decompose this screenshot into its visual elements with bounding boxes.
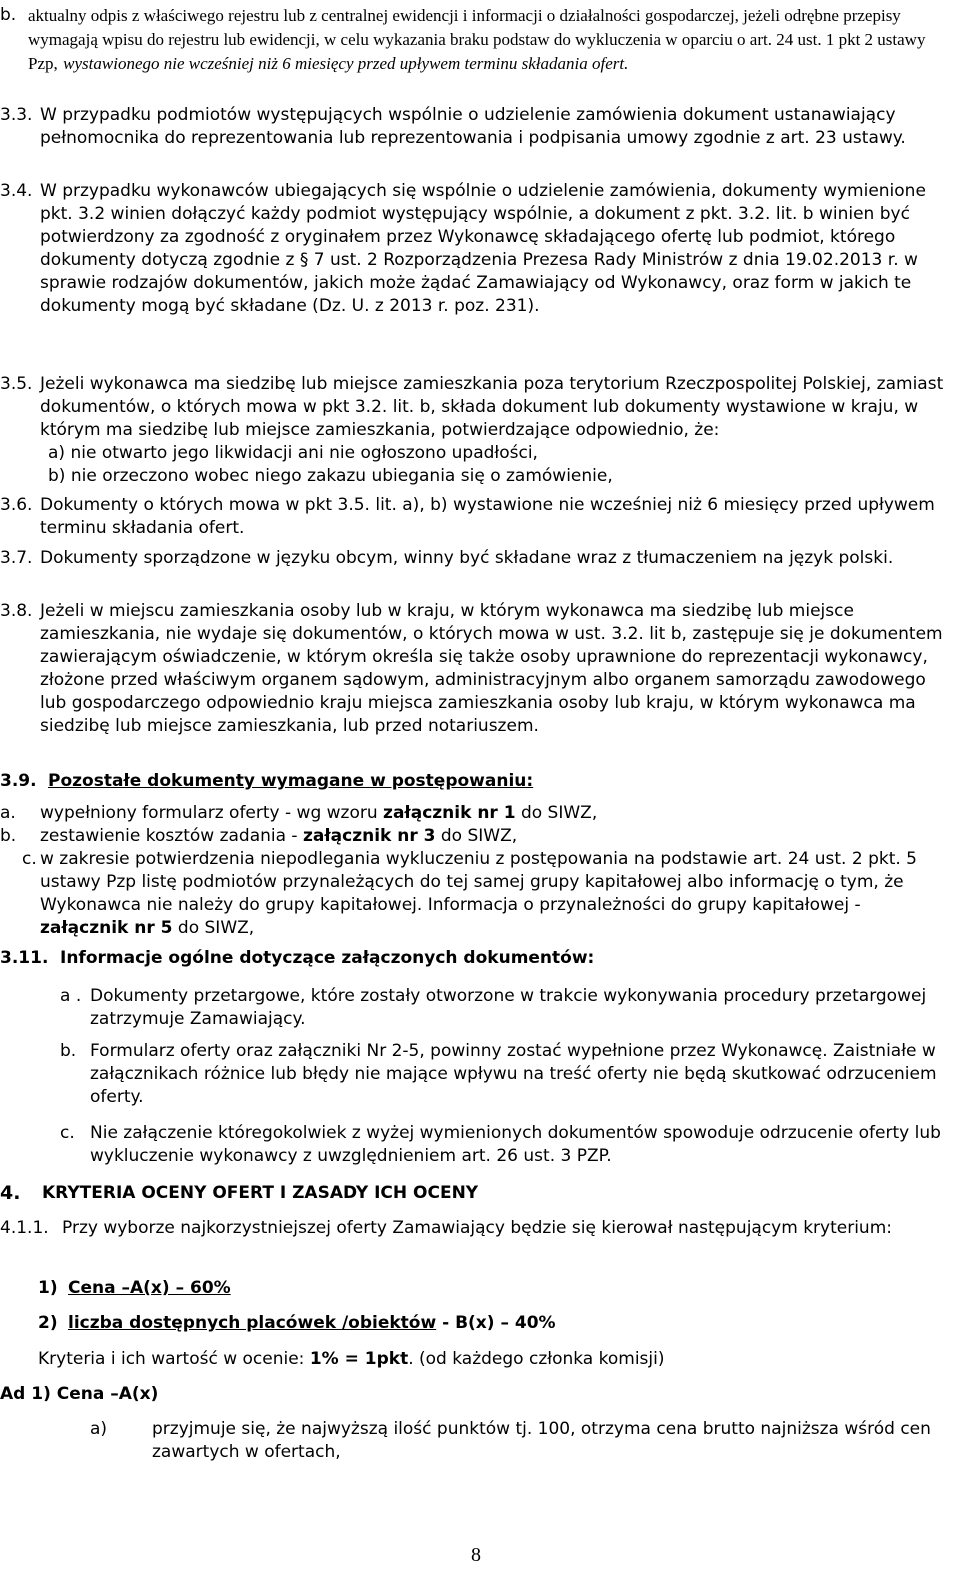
paragraph-3-9 [0, 770, 952, 793]
criterion-text: Cena –A(x) – 60% [68, 1278, 231, 1298]
section-number: 3.4. [0, 181, 33, 201]
section-number: 3.5. [0, 374, 33, 394]
paragraph-3-6 [0, 494, 952, 540]
item-label: a . [60, 986, 82, 1006]
paragraph-text: W przypadku wykonawców ubiegających się wspólnie o udzielenie zamówienia, dokumenty wymienione pkt. 3.2 winien dołączyć każdy podmiot występujący wspólnie, a dokument z pkt. 3.2. lit. b winien być potwierdzony za zgodność z oryginałem przez Wykonawcę składającego ofertę lub podmiot, którego dokumenty dotyczą zgodnie z § 7 ust. 2 Rozporządzenia Prezesa Rady Ministrów z dnia 19.02.2013 r. w sprawie rodzajów dokumentów, jakich może żądać Zamawiający od Wykonawcy, oraz form w jakich te dokumenty mogą być składane (Dz. U. z 2013 r. poz. 231). [40, 181, 926, 316]
item-label: a) [90, 1419, 108, 1439]
paragraph-3-3 [0, 104, 952, 150]
ad1-item-a [0, 1418, 952, 1464]
item-text-end: do SIWZ, [515, 803, 598, 823]
note-text-end: . (od każdego członka komisji) [408, 1349, 665, 1369]
section-number: 3.8. [0, 601, 33, 621]
criterion-number: 2) [38, 1313, 58, 1333]
paragraph-text: W przypadku podmiotów występujących wspólnie o udzielenie zamówienia dokument ustanawiający pełnomocnika do reprezentowania lub reprezentowania i podpisania umowy zgodnie z art. 23 ustawy. [40, 105, 906, 148]
note-bold: 1% = 1pkt [309, 1349, 409, 1369]
criterion-text: liczba dostępnych placówek /obiektów [68, 1313, 437, 1333]
paragraph-text: Jeżeli wykonawca ma siedzibę lub miejsce zamieszkania poza terytorium Rzeczpospolitej Polskiej, zamiast dokumentów, o których mowa w pkt 3.2. lit. b, składa dokument lub dokumenty wystawione w kraju, w którym ma siedzibę lub miejsce zamieszkania, potwierdzające odpowiednio, że: [40, 374, 944, 440]
paragraph-text: Dokumenty o których mowa w pkt 3.5. lit. a), b) wystawione nie wcześniej niż 6 miesięcy przed upływem terminu składania ofert. [40, 495, 935, 538]
paragraph-text: Jeżeli w miejscu zamieszkania osoby lub w kraju, w którym wykonawca ma siedzibę lub miejsce zamieszkania, nie wydaje się dokumentów, o których mowa w ust. 3.2. lit b, zastępuje się je dokumentem zawierającym oświadczenie, w którym określa się także osoby uprawnione do reprezentacji wykonawcy, złożone przed właściwym organem sądowym, administracyjnym albo organem samorządu zawodowego lub gospodarczego odpowiednio kraju miejsca zamieszkania osoby lub kraju, w którym wykonawca ma siedzibę lub miejsce zamieszkania, lub przed notariuszem. [40, 601, 943, 736]
list-item-b [0, 825, 952, 848]
criterion-weight: - B(x) – 40% [436, 1313, 556, 1333]
paragraph-text: Przy wyborze najkorzystniejszej oferty Zamawiający będzie się kierował następującym kryterium: [62, 1218, 892, 1238]
criterion-number: 1) [38, 1278, 58, 1298]
section-heading: Informacje ogólne dotyczące załączonych dokumentów: [60, 948, 595, 968]
item-label: b. [60, 1041, 77, 1061]
list-item-c [0, 1122, 952, 1168]
section-heading: Pozostałe dokumenty wymagane w postępowaniu: [48, 771, 534, 791]
paragraph-3-11 [0, 947, 952, 970]
paragraph-4-1-1 [0, 1217, 952, 1240]
item-bold: załącznik nr 3 [302, 826, 436, 846]
item-label: c. [22, 849, 37, 869]
list-item-a [0, 985, 952, 1031]
section-number: 3.3. [0, 105, 33, 125]
paragraph-b [0, 4, 952, 76]
paragraph-text: Dokumenty sporządzone w języku obcym, winny być składane wraz z tłumaczeniem na język polski. [40, 548, 894, 568]
section-number: 4. [0, 1182, 21, 1204]
section-number: 3.9. [0, 771, 37, 791]
note-text: Kryteria i ich wartość w ocenie: [38, 1349, 310, 1369]
section-number: 4.1.1. [0, 1218, 49, 1238]
item-text-end: do SIWZ, [172, 918, 255, 938]
item-text: zestawienie kosztów zadania - [40, 826, 303, 846]
section-4 [0, 1182, 952, 1205]
list-item-c [0, 848, 952, 940]
item-text: przyjmuje się, że najwyższą ilość punktów tj. 100, otrzyma cena brutto najniższa wśród cen zawartych w ofertach, [152, 1419, 931, 1462]
item-text: Dokumenty przetargowe, które zostały otworzone w trakcie wykonywania procedury przetargowej zatrzymuje Zamawiający. [90, 986, 927, 1029]
sub-item-a: a) nie otwarto jego likwidacji ani nie ogłoszono upadłości, [48, 443, 538, 463]
item-text: w zakresie potwierdzenia niepodlegania wykluczeniu z postępowania na podstawie art. 24 ust. 2 pkt. 5 ustawy Pzp listę podmiotów przynależących do tej samej grupy kapitałowej albo informację o tym, że Wykonawca nie należy do grupy kapitałowej. Informacja o przynależności do grupy kapitałowej - [40, 849, 918, 915]
criterion-2 [0, 1312, 952, 1335]
criterion-1 [0, 1277, 952, 1300]
sub-item-b: b) nie orzeczono wobec niego zakazu ubiegania się o zamówienie, [48, 466, 613, 486]
list-item-b [0, 1040, 952, 1109]
item-bold: załącznik nr 5 [40, 918, 173, 938]
item-bold: załącznik nr 1 [383, 803, 516, 823]
section-heading: KRYTERIA OCENY OFERT I ZASADY ICH OCENY [42, 1183, 479, 1203]
paragraph-3-8 [0, 600, 952, 738]
item-label: b. [0, 826, 17, 846]
page-number: 8 [471, 1544, 481, 1566]
paragraph-italic-text: wystawionego nie wcześniej niż 6 miesięcy przed upływem terminu składania ofert. [63, 54, 629, 73]
criteria-note [0, 1348, 952, 1371]
paragraph-3-7 [0, 547, 952, 570]
section-number: 3.6. [0, 495, 33, 515]
item-text: Formularz oferty oraz załączniki Nr 2-5, powinny zostać wypełnione przez Wykonawcę. Zaistniałe w załącznikach różnice lub błędy nie mające wpływu na treść oferty nie będą skutkować odrzuceniem oferty. [90, 1041, 937, 1107]
section-number: 3.11. [0, 948, 49, 968]
item-text: Nie załączenie któregokolwiek z wyżej wymienionych dokumentów spowoduje odrzucenie oferty lub wykluczenie wykonawcy z uwzględnieniem art. 26 ust. 3 PZP. [90, 1123, 941, 1166]
ad1-heading: Ad 1) Cena –A(x) [0, 1384, 159, 1404]
item-text-end: do SIWZ, [435, 826, 518, 846]
section-number: 3.7. [0, 548, 33, 568]
item-label: a. [0, 803, 16, 823]
paragraph-3-5 [0, 373, 952, 488]
item-text: wypełniony formularz oferty - wg wzoru [40, 803, 384, 823]
item-label: c. [60, 1123, 75, 1143]
paragraph-text: aktualny odpis z właściwego rejestru lub z centralnej ewidencji i informacji o działalności gospodarczej, jeżeli odrębne przepisy wymagają wpisu do rejestru lub ewidencji, w celu wykazania braku podstaw do wykluczenia w oparciu o art. 24 ust. 1 pkt 2 ustawy Pzp, [28, 6, 926, 73]
list-item-a [0, 802, 952, 825]
item-label: b. [0, 5, 17, 25]
paragraph-3-4 [0, 180, 952, 318]
